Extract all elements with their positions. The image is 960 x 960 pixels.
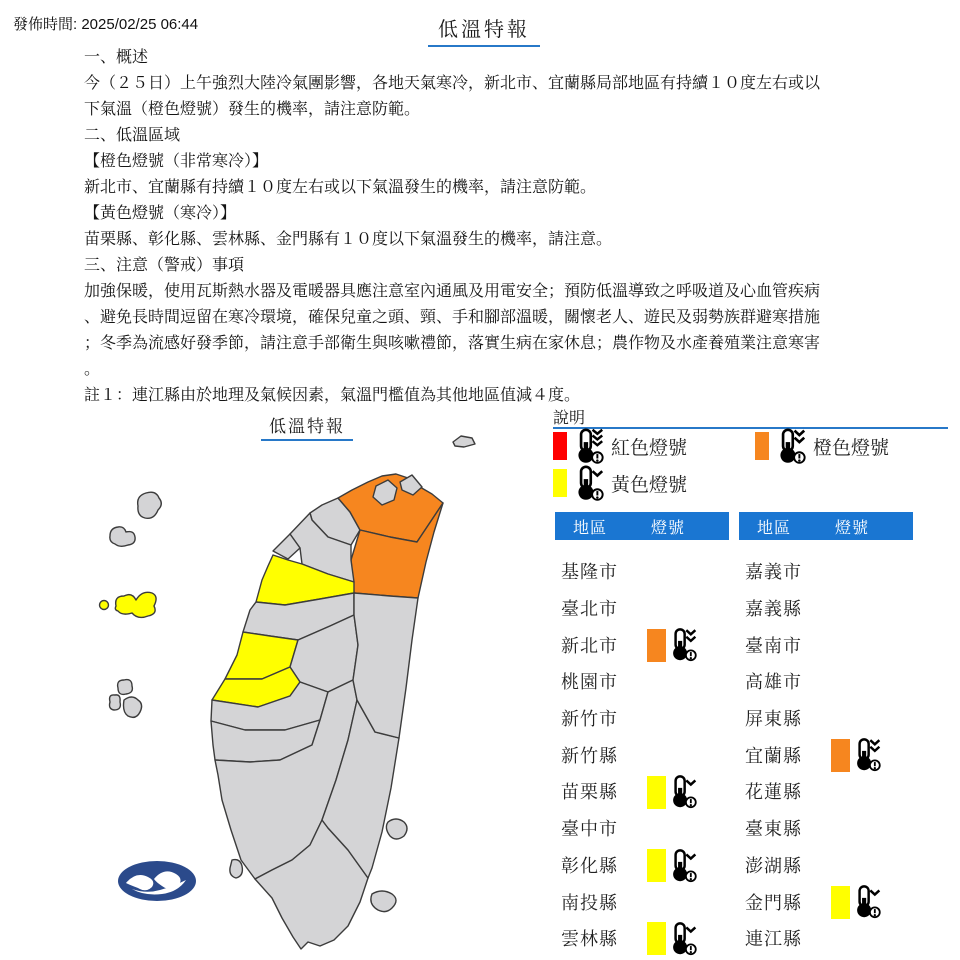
table-row [555,847,729,884]
orange-swatch [647,629,666,662]
table-row [555,700,729,737]
table-right-header [739,512,913,540]
islet-north [453,436,475,447]
thermometer-falling-icon [853,884,881,920]
region-name: 臺北市 [561,599,618,620]
thermometer-falling-icon [574,465,604,502]
island-green [386,819,407,839]
red-swatch [553,432,567,460]
region-name: 花蓮縣 [745,782,802,803]
region-name: 雲林縣 [561,929,618,950]
signal-badge-orange [647,627,697,663]
yellow-swatch [831,886,850,919]
table-row [555,590,729,627]
table-row [555,626,729,663]
table-row [739,883,913,920]
body-text-line: 今（２５日）上午強烈大陸冷氣團影響，各地天氣寒冷，新北市、宜蘭縣局部地區有持續１０度左右或以 [84,75,821,92]
body-text-line: 註１：連江縣由於地理及氣候因素，氣溫門檻值為其他地區值減４度。 [84,387,581,404]
yellow-swatch [647,776,666,809]
legend-heading: 說明 [553,410,586,427]
yellow-swatch [647,849,666,882]
region-name: 高雄市 [745,672,802,693]
body-text-line: 、避免長時間逗留在寒冷環境，確保兒童之頭、頸、手和腳部溫暖，關懷老人、遊民及弱勢族群避寒措施 [84,309,821,326]
signal-badge-yellow [831,884,881,920]
table-row [739,847,913,884]
table-row [555,883,729,920]
thermometer-falling-icon [669,921,697,957]
thermometer-falling-icon [776,428,806,465]
table-row [739,590,913,627]
column-header-region: 地區 [573,519,608,537]
island-liuqiu [230,860,243,878]
body-text-line: 。 [84,361,101,378]
island-kinmen [115,592,156,617]
taiwan-map-svg [60,430,540,955]
region-name: 金門縣 [745,892,802,913]
region-name: 連江縣 [745,929,802,950]
body-text-line: 【黃色燈號（寒冷）】 [84,205,237,222]
region-name: 彰化縣 [561,855,618,876]
thermometer-falling-icon [669,848,697,884]
table-right-body [739,553,913,957]
cwa-logo [118,861,196,901]
table-row [555,553,729,590]
body-text-line: 【橙色燈號（非常寒冷）】 [84,153,269,170]
table-row [555,810,729,847]
region-name: 屏東縣 [745,709,802,730]
table-row [555,663,729,700]
body-text-line: ；冬季為流感好發季節，請注意手部衛生與咳嗽禮節，落實生病在家休息；農作物及水產養殖業注意寒害 [84,335,821,352]
table-left-header [555,512,729,540]
thermometer-falling-icon [574,428,604,465]
legend-label: 黃色燈號 [611,474,688,496]
table-row [739,773,913,810]
table-row [555,736,729,773]
table-row [739,700,913,737]
column-header-region: 地區 [757,519,792,537]
region-name: 嘉義縣 [745,599,802,620]
region-name: 基隆市 [561,562,618,583]
column-header-signal: 燈號 [651,519,686,537]
region-name: 臺東縣 [745,819,802,840]
island-matsu-south [110,527,135,546]
region-name: 桃園市 [561,672,618,693]
island-penghu-2 [110,695,121,710]
island-penghu-3 [124,697,142,717]
island-matsu-north [138,492,162,518]
region-name: 臺南市 [745,635,802,656]
table-row [739,553,913,590]
signal-badge-orange [831,737,881,773]
island-kinmen-islet [100,601,109,610]
map-title: 低溫特報 [261,412,353,441]
thermometer-falling-icon [669,774,697,810]
legend-label: 橙色燈號 [813,437,890,459]
orange-swatch [755,432,769,460]
legend-label: 紅色燈號 [611,437,688,459]
island-penghu-1 [118,680,133,695]
table-row [739,736,913,773]
table-row [739,810,913,847]
table-row [739,663,913,700]
region-name: 新竹市 [561,709,618,730]
thermometer-falling-icon [669,627,697,663]
table-row [739,626,913,663]
body-text-line: 下氣溫（橙色燈號）發生的機率，請注意防範。 [84,101,421,118]
advisory-body-text [84,45,884,409]
body-text-line: 苗栗縣、彰化縣、雲林縣、金門縣有１０度以下氣溫發生的機率，請注意。 [84,231,613,248]
yellow-swatch [553,469,567,497]
region-name: 澎湖縣 [745,855,802,876]
table-row [555,920,729,957]
signal-badge-yellow [647,848,697,884]
taiwan-warning-map [60,406,540,960]
region-name: 新北市 [561,635,618,656]
signal-badge-yellow [647,921,697,957]
body-text-line: 三、注意（警戒）事項 [84,257,245,274]
region-name: 新竹縣 [561,745,618,766]
region-name: 苗栗縣 [561,782,618,803]
yellow-swatch [647,922,666,955]
body-text-line: 一、概述 [84,49,149,66]
region-name: 宜蘭縣 [745,745,802,766]
publish-time: 發佈時間: 2025/02/25 06:44 [13,16,199,33]
legend-item-orange [755,431,889,461]
table-row [739,920,913,957]
region-name: 嘉義市 [745,562,802,583]
table-row [555,773,729,810]
body-text-line: 新北市、宜蘭縣有持續１０度左右或以下氣溫發生的機率，請注意防範。 [84,179,597,196]
region-name: 南投縣 [561,892,618,913]
body-text-line: 加強保暖，使用瓦斯熱水器及電暖器具應注意室內通風及用電安全；預防低溫導致之呼吸道及心血管疾病 [84,283,821,300]
table-left-body [555,553,729,957]
page-title: 低溫特報 [428,13,540,47]
thermometer-falling-icon [853,737,881,773]
region-name: 臺中市 [561,819,618,840]
column-header-signal: 燈號 [835,519,870,537]
island-orchid [371,891,396,912]
body-text-line: 二、低溫區域 [84,127,181,144]
orange-swatch [831,739,850,772]
legend-item-red [553,431,687,461]
legend-item-yellow [553,468,687,498]
signal-badge-yellow [647,774,697,810]
legend-divider [553,427,948,429]
